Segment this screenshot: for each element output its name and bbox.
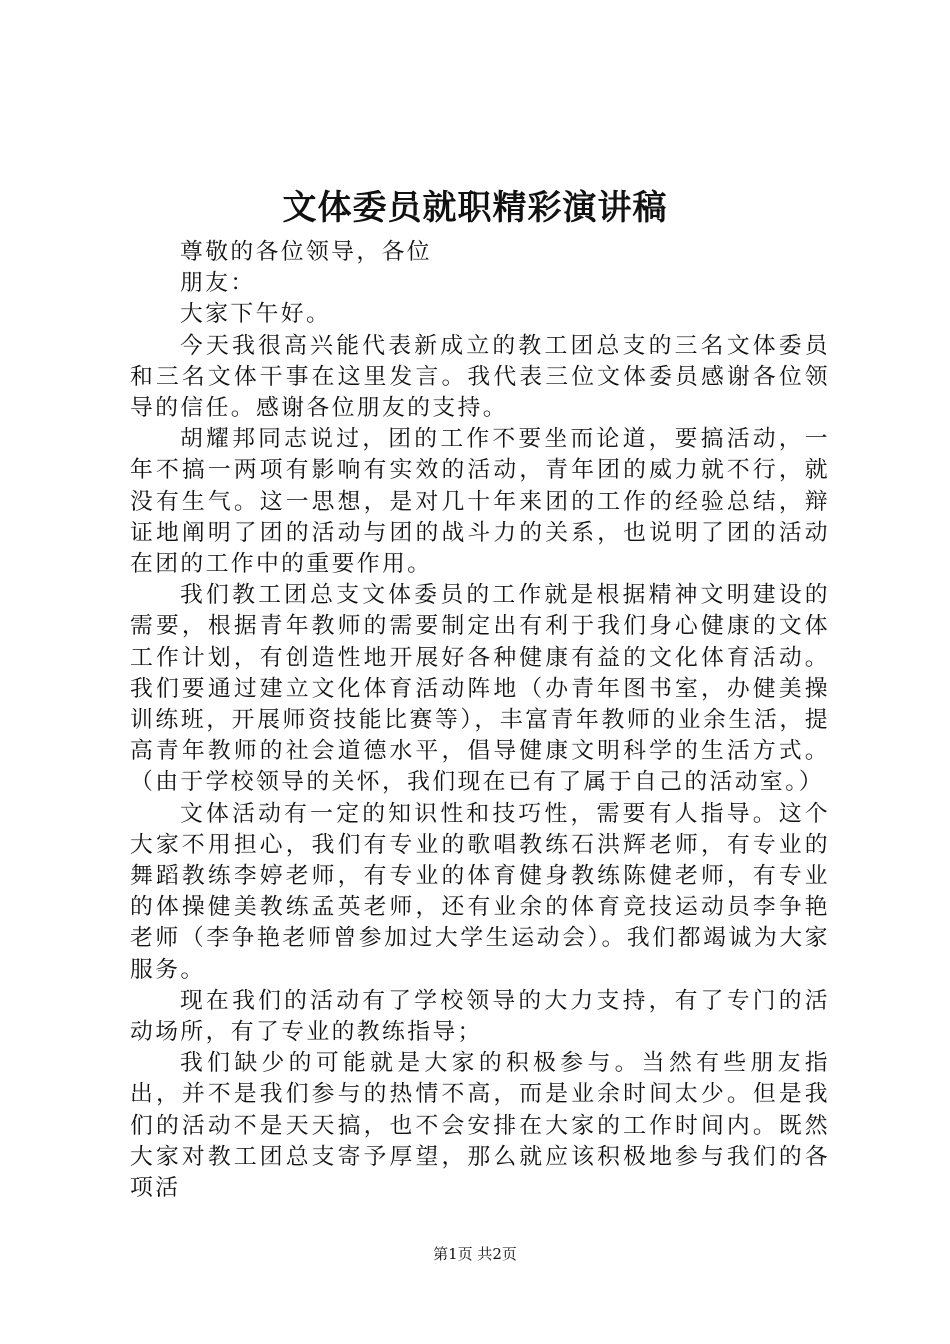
paragraph: 现在我们的活动有了学校领导的大力支持，有了专门的活动场所，有了专业的教练指导； (130, 987, 830, 1046)
paragraph: 文体活动有一定的知识性和技巧性，需要有人指导。这个大家不用担心，我们有专业的歌唱教练石洪辉老师，有专业的舞蹈教练李婷老师，有专业的体育健身教练陈健老师，有专业的体操健美教练孟英老师，还有业余的体育竞技运动员李争艳老师（李争艳老师曾参加过大学生运动会）。我们都竭诚为大家服务。 (130, 800, 830, 983)
paragraph: 我们教工团总支文体委员的工作就是根据精神文明建设的需要，根据青年教师的需要制定出有利于我们身心健康的文体工作计划，有创造性地开展好各种健康有益的文化体育活动。我们要通过建立文化体育活动阵地（办青年图书室，办健美操训练班，开展师资技能比赛等），丰富青年教师的业余生活，提高青年教师的社会道德水平，倡导健康文明科学的生活方式。（由于学校领导的关怀，我们现在已有了属于自己的活动室。） (130, 582, 830, 796)
greeting: 大家下午好。 (180, 301, 332, 328)
paragraph: 我们缺少的可能就是大家的积极参与。当然有些朋友指出，并不是我们参与的热情不高，而是业余时间太少。但是我们的活动不是天天搞，也不会安排在大家的工作时间内。既然大家对教工团总支寄予厚望，那么就应该积极地参与我们的各项活 (130, 1050, 830, 1202)
paragraph: 胡耀邦同志说过，团的工作不要坐而论道，要搞活动，一年不搞一两项有影响有实效的活动，青年团的威力就不行，就没有生气。这一思想，是对几十年来团的工作的经验总结，辩证地阐明了团的活动与团的战斗力的关系，也说明了团的活动在团的工作中的重要作用。 (130, 426, 830, 578)
salutation-line-1: 尊敬的各位领导，各位 (180, 239, 432, 265)
salutation-line-2: 朋友： (180, 270, 256, 297)
paragraph: 今天我很高兴能代表新成立的教工团总支的三名文体委员和三名文体干事在这里发言。我代表三位文体委员感谢各位领导的信任。感谢各位朋友的支持。 (130, 332, 830, 422)
document-title: 文体委员就职精彩演讲稿 (282, 188, 668, 228)
document-body (130, 237, 830, 1204)
page-number-footer: 第1页 共2页 (433, 1245, 517, 1263)
